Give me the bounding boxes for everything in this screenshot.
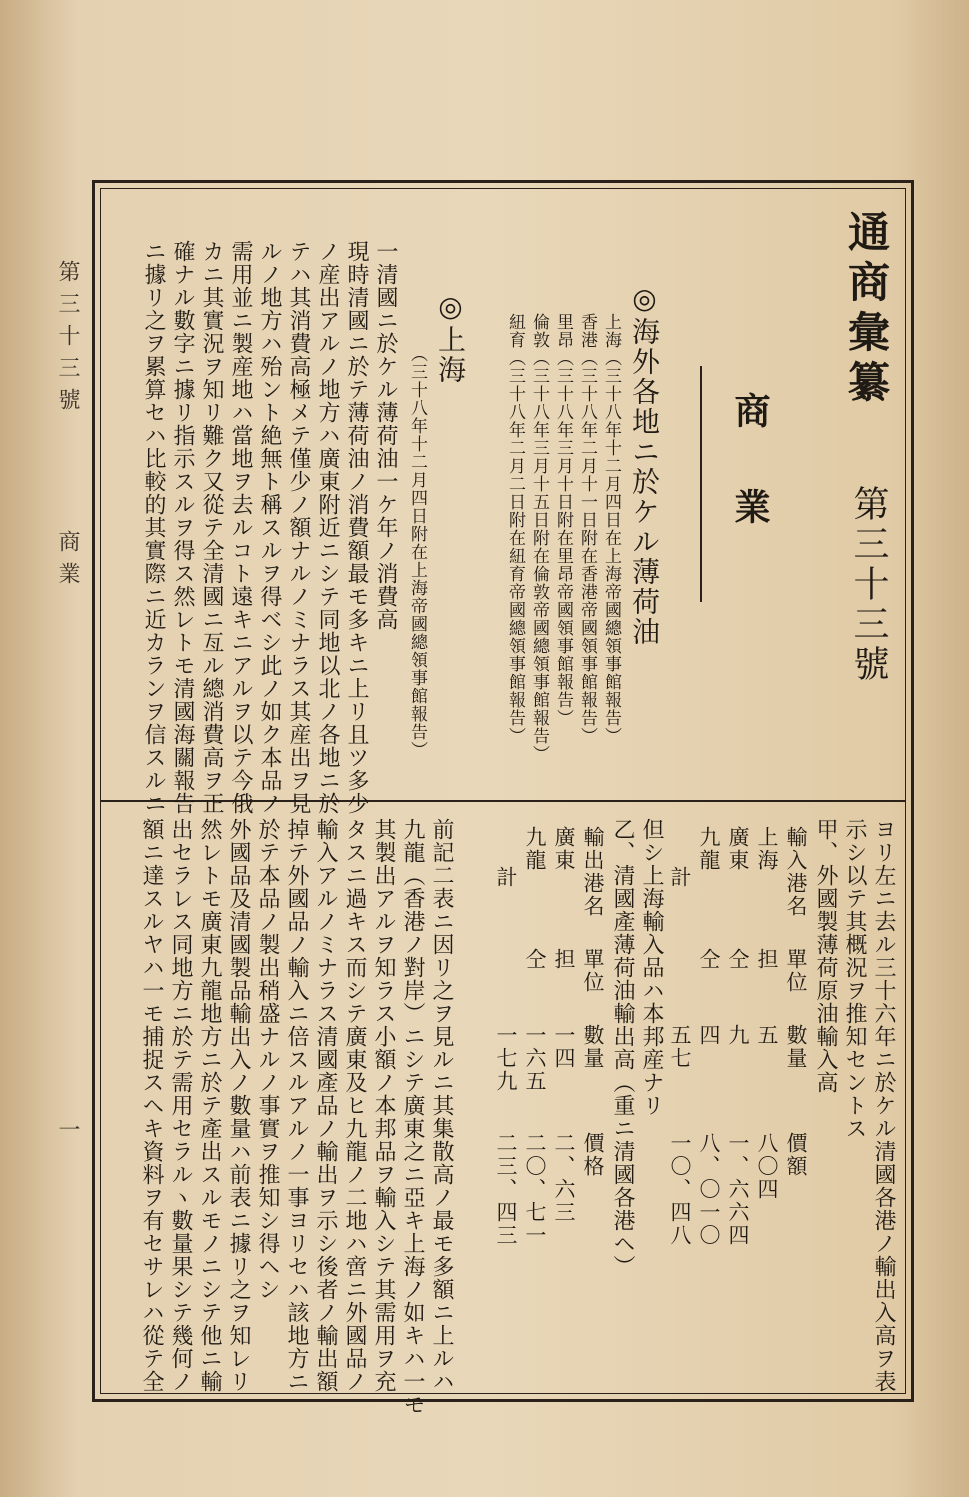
body-line: 現時清國ニ於テ薄荷油ノ消費額最モ多キニ上リ且ツ多少: [344, 240, 369, 815]
table-b-title: 乙、清國產薄荷油輸出高（重ニ清國各港ヘ）: [610, 818, 635, 1278]
publication-title: 通商彙纂: [842, 210, 891, 410]
body-line: カニ其實況ヲ知リ難ク又從テ全清國ニ亙ル總消費高ヲ正: [199, 240, 224, 815]
report-line: 上海（三十八年十二月四日在上海帝國總領事館報告）: [601, 313, 621, 745]
table-b-port: 廣東: [552, 826, 576, 872]
table-a-header-port: 輸入港名: [784, 826, 808, 918]
table-a-unit: 担: [755, 948, 779, 971]
table-b-header-port: 輸出港名: [581, 826, 605, 918]
body-line: 其製出アルヲ知ラス小額ノ本邦品ヲ輸入シテ其需用ヲ充: [371, 818, 396, 1393]
note: 但シ上海輸入品ハ本邦産ナリ: [639, 818, 664, 1117]
table-a-total-label: 計: [668, 866, 692, 889]
table-b-header-value: 價格: [581, 1132, 605, 1178]
section-divider: [700, 366, 702, 602]
body-line: 一清國ニ於ケル薄荷油一ケ年ノ消費高: [373, 240, 398, 631]
body-line: 外國品及清國製品輸出入ノ數量ハ前表ニ據リ之ヲ知レリ: [226, 818, 251, 1393]
table-b-header-qty: 數量: [581, 1024, 605, 1070]
table-b-unit: 仝: [523, 948, 547, 971]
article-heading: ◎海外各地ニ於ケル薄荷油: [628, 282, 661, 647]
table-a-value: 八、〇一〇: [697, 1132, 721, 1247]
table-b-total-qty: 一七九: [494, 1024, 518, 1093]
table-a-qty: 九: [726, 1024, 750, 1047]
table-b-port: 九龍: [523, 826, 547, 872]
table-b-total-label: 計: [494, 866, 518, 889]
body-line: ヨリ左ニ去ル三十六年ニ於ケル清國各港ノ輸出入高ヲ表: [871, 818, 896, 1393]
table-a-header-value: 價額: [784, 1132, 808, 1178]
section-title: 商業: [729, 392, 771, 584]
body-line: 額ニ達スルヤハ一モ捕捉スヘキ資料ヲ有セサレハ從テ全: [139, 818, 164, 1393]
report-line: 里昂（三十八年三月十日附在里昂帝國領事館報告）: [553, 313, 573, 727]
body-line: ルノ地方ハ殆ント絶無ト稱スルヲ得ベシ此ノ如ク本品ノ: [257, 240, 282, 815]
table-a-value: 八〇四: [755, 1132, 779, 1201]
body-line: 然レトモ廣東九龍地方ニ於テ產出スルモノニシテ他ニ輸: [197, 818, 222, 1393]
shanghai-report: （三十八年十二月四日附在上海帝國總領事館報告）: [407, 345, 427, 759]
table-a-port: 上海: [755, 826, 779, 872]
table-a-total-value: 一〇、四八: [668, 1132, 692, 1247]
report-line: 紐育（三十八年二月二日附在紐育帝國總領事館報告）: [505, 313, 525, 745]
table-a-value: 一、六六四: [726, 1132, 750, 1247]
issue-number: 第三十三號: [848, 485, 889, 685]
report-line: 倫敦（三十八年三月十五日附在倫敦帝國總領事館報告）: [529, 313, 549, 763]
table-a-title: 甲、外國製薄荷原油輸入高: [813, 818, 838, 1094]
body-line: 確ナル數字ニ據リ指示スルヲ得ス然レトモ清國海關報告: [170, 240, 195, 815]
body-line: ノ産出アルノ地方ハ廣東附近ニシテ同地以北ノ各地ニ於: [315, 240, 340, 815]
page-number: 一: [55, 1118, 80, 1150]
body-line: 出セラレス同地方ニ於テ需用セラルヽ數量果シテ幾何ノ: [168, 818, 193, 1393]
table-b-qty: 一四: [552, 1024, 576, 1070]
body-line: タスニ過キス而シテ廣東及ヒ九龍ノ二地ハ啻ニ外國品ノ: [342, 818, 367, 1393]
table-b-total-value: 二三、四三: [494, 1132, 518, 1247]
table-a-qty: 五: [755, 1024, 779, 1047]
shanghai-heading: ◎上海: [434, 290, 467, 385]
table-b-value: 二、六三: [552, 1132, 576, 1224]
body-line: 九龍（香港ノ對岸）ニシテ廣東之ニ亞キ上海ノ如キハ一モ: [400, 818, 425, 1416]
margin-section: 商業: [55, 530, 80, 594]
table-b-unit: 担: [552, 948, 576, 971]
body-line: 掉テ外國品ノ輸入ニ倍スルアルノ一事ヨリセハ該地方ニ: [284, 818, 309, 1393]
body-line: 需用並ニ製産地ハ當地ヲ去ルコト遠キニアルヲ以テ今俄: [228, 240, 253, 815]
table-b-value: 二〇、七一: [523, 1132, 547, 1247]
table-a-header-unit: 單位: [784, 948, 808, 994]
table-a-qty: 四: [697, 1024, 721, 1047]
table-a-header-qty: 數量: [784, 1024, 808, 1070]
table-b-qty: 一六五: [523, 1024, 547, 1093]
body-line: テハ其消費高極メテ僅少ノ額ナルノミナラス其産出ヲ見: [286, 240, 311, 815]
table-a-port: 廣東: [726, 826, 750, 872]
table-b-header-unit: 單位: [581, 948, 605, 994]
body-line: 於テ本品ノ製出稍盛ナルノ事實ヲ推知シ得ヘシ: [255, 818, 280, 1301]
table-a-total-qty: 五七: [668, 1024, 692, 1070]
body-line: ニ據リ之ヲ累算セハ比較的其實際ニ近カランヲ信スルニ: [141, 240, 166, 815]
body-line: 示シ以テ其概況ヲ推知セントス: [842, 818, 867, 1140]
table-a-port: 九龍: [697, 826, 721, 872]
body-line: 前記二表ニ因リ之ヲ見ルニ其集散高ノ最モ多額ニ上ルハ: [429, 818, 454, 1393]
report-line: 香港（三十八年二月十一日附在香港帝國領事館報告）: [577, 313, 597, 745]
body-line: 輸入アルノミナラス清國產品ノ輸出ヲ示シ後者ノ輸出額: [313, 818, 338, 1393]
table-a-unit: 仝: [697, 948, 721, 971]
table-a-unit: 仝: [726, 948, 750, 971]
margin-issue: 第三十三號: [55, 260, 80, 420]
